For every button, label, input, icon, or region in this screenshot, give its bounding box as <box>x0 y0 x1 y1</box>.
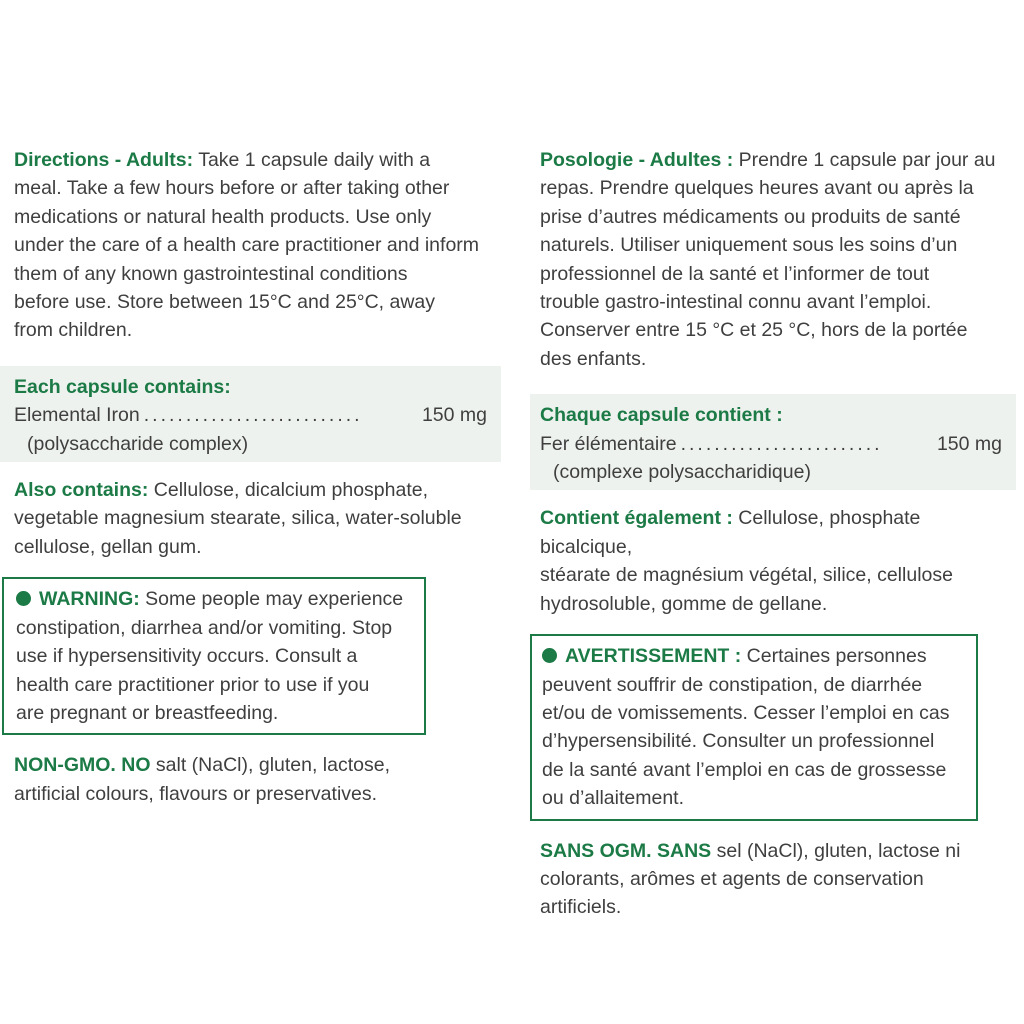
warning-box-fr <box>530 634 978 820</box>
non-gmo-line-1: NON-GMO. NO salt (NaCl), gluten, lactose, <box>14 754 391 777</box>
leader-dots: .......................... <box>143 404 363 427</box>
warning-line-5: are pregnant or breastfeeding. <box>16 701 279 724</box>
also-contains-line-1: Also contains: Cellulose, dicalcium phosphate, <box>14 479 429 502</box>
directions-line-6: before use. Store between 15°C and 25°C, away <box>14 291 436 314</box>
also-contains-line-2: vegetable magnesium stearate, silica, water-soluble <box>14 507 462 530</box>
directions-line-1: Directions - Adults: Take 1 capsule daily with a <box>14 149 431 171</box>
ingredient-note-fr: (complexe polysaccharidique) <box>553 461 811 484</box>
posologie-line-2: repas. Prendre quelques heures avant ou après la <box>540 177 974 200</box>
sans-ogm-heading: SANS OGM. SANS <box>540 839 712 862</box>
spacer <box>14 462 501 476</box>
warning-fr-line-1: AVERTISSEMENT : Certaines personnes <box>542 642 966 670</box>
also-contains-fr-line-2: stéarate de magnésium végétal, silice, cellulose <box>540 564 953 587</box>
directions-line-5: them of any known gastrointestinal conditions <box>14 262 408 285</box>
also-contains-heading: Also contains: <box>14 479 149 502</box>
spacer <box>540 373 1016 394</box>
sans-ogm-line-3: artificiels. <box>540 896 622 919</box>
directions-line-7: from children. <box>14 319 133 342</box>
capsule-contents-heading: Each capsule contains: <box>14 375 231 398</box>
warning-bullet-icon <box>542 648 557 663</box>
capsule-contents-box <box>0 366 501 462</box>
spacer <box>540 618 1016 634</box>
also-contains-section <box>14 476 501 561</box>
posologie-line-4: naturels. Utiliser uniquement sous les soins d’un <box>540 234 958 257</box>
warning-bullet-icon <box>16 591 31 606</box>
sans-ogm-section <box>540 837 1016 922</box>
warning-line-2: constipation, diarrhea and/or vomiting. Stop <box>16 616 393 639</box>
capsule-contents-heading-fr: Chaque capsule contient : <box>540 404 783 427</box>
ingredient-row-fr <box>540 430 1016 458</box>
ingredient-amount-fr: 150 mg <box>936 432 1002 455</box>
warning-fr-line-6: ou d’allaitement. <box>542 787 685 810</box>
posologie-line-8: des enfants. <box>540 347 647 370</box>
english-column <box>14 146 501 808</box>
spacer <box>540 821 1016 837</box>
capsule-contents-box-fr <box>530 394 1016 490</box>
warning-fr-line-5: de la santé avant l’emploi en cas de grossesse <box>542 758 947 781</box>
ingredient-name: Elemental Iron <box>14 404 140 427</box>
also-contains-heading-fr: Contient également : <box>540 507 733 530</box>
posologie-line-6: trouble gastro-intestinal connu avant l’emploi. <box>540 291 932 314</box>
warning-line-3: use if hypersensitivity occurs. Consult a <box>16 645 358 668</box>
posologie-line-1: Posologie - Adultes : Prendre 1 capsule par jour au <box>540 149 996 171</box>
spacer <box>14 735 501 751</box>
warning-heading-fr: AVERTISSEMENT : <box>565 645 742 668</box>
warning-line-4: health care practitioner prior to use if you <box>16 673 370 696</box>
posologie-heading: Posologie - Adultes : <box>540 149 734 171</box>
ingredient-note: (polysaccharide complex) <box>27 432 249 455</box>
leader-dots-fr: ........................ <box>680 432 883 455</box>
non-gmo-heading: NON-GMO. NO <box>14 754 151 777</box>
ingredient-row <box>14 401 501 429</box>
spacer <box>14 345 501 366</box>
directions-line-2: meal. Take a few hours before or after taking other <box>14 177 450 200</box>
ingredient-name-fr: Fer élémentaire <box>540 432 677 455</box>
directions-section <box>14 146 501 345</box>
also-contains-fr-line-1: Contient également : Cellulose, phosphate bicalcique, <box>540 507 921 558</box>
directions-heading: Directions - Adults: <box>14 149 194 171</box>
posologie-line-3: prise d’autres médicaments ou produits de santé <box>540 205 961 228</box>
warning-fr-line-4: d’hypersensibilité. Consulter un professionnel <box>542 730 935 753</box>
warning-box <box>2 577 426 735</box>
posologie-line-5: professionnel de la santé et l’informer de tout <box>540 262 930 285</box>
warning-heading: WARNING: <box>39 588 140 611</box>
directions-line-3: medications or natural health products. Use only <box>14 205 432 228</box>
warning-fr-line-2: peuvent souffrir de constipation, de diarrhée <box>542 673 923 696</box>
also-contains-fr-line-3: hydrosoluble, gomme de gellane. <box>540 592 828 615</box>
spacer <box>14 561 501 577</box>
sans-ogm-line-1: SANS OGM. SANS sel (NaCl), gluten, lactose ni <box>540 839 961 862</box>
posologie-section <box>540 146 1016 373</box>
also-contains-section-fr <box>540 504 1016 618</box>
sans-ogm-line-2: colorants, arômes et agents de conservation <box>540 867 924 890</box>
spacer <box>540 490 1016 504</box>
french-column <box>540 146 1016 922</box>
non-gmo-section <box>14 751 501 808</box>
non-gmo-line-2: artificial colours, flavours or preservatives. <box>14 782 378 805</box>
posologie-line-7: Conserver entre 15 °C et 25 °C, hors de la portée <box>540 319 968 342</box>
ingredient-amount: 150 mg <box>421 404 487 427</box>
warning-line-1: WARNING: Some people may experience <box>16 585 414 613</box>
warning-fr-line-3: et/ou de vomissements. Cesser l’emploi en cas <box>542 701 950 724</box>
also-contains-line-3: cellulose, gellan gum. <box>14 535 202 558</box>
directions-line-4: under the care of a health care practitioner and inform <box>14 234 480 257</box>
